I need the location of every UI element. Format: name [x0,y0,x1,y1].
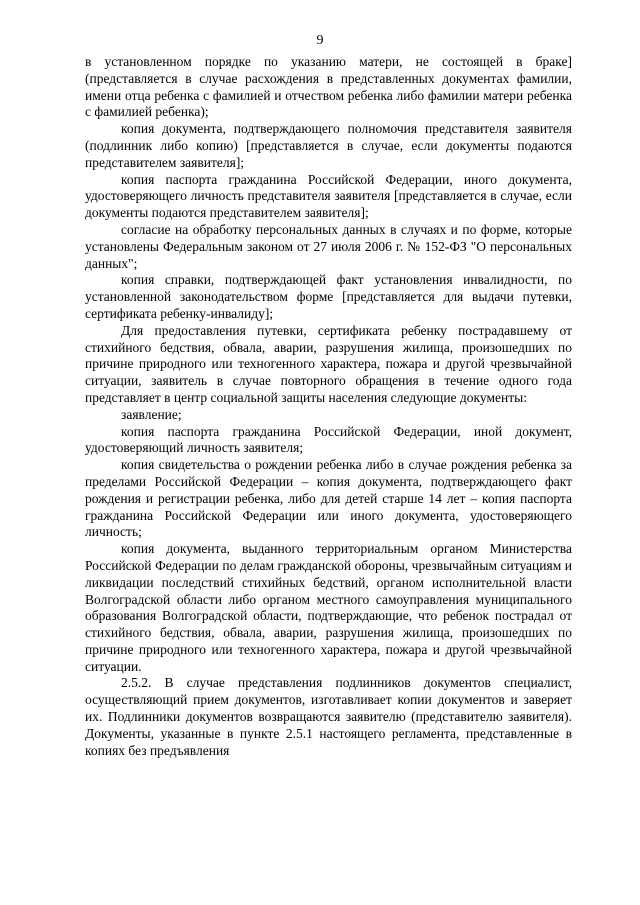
paragraph-9: копия свидетельства о рождении ребенка либо в случае рождения ребенка за пределами Российской Федерации – копия документа, подтверждающего факт рождения и регистрации ребенка, либо для детей старше 14 лет – копия паспорта гражданина Российской Федерации или иного документа, удостоверяющего личность; [85,457,572,540]
paragraph-5: копия справки, подтверждающей факт установления инвалидности, по установленной законодательством форме [представляется для выдачи путевки, сертификата ребенку-инвалиду]; [85,272,572,321]
paragraph-1: в установленном порядке по указанию матери, не состоящей в браке] (представляется в случае расхождения в представленных документах фамилии, имени отца ребенка с фамилией и отчеством ребенка либо фамилии матери ребенка с фамилией ребенка); [85,54,572,120]
paragraph-8: копия паспорта гражданина Российской Федерации, иной документ, удостоверяющий личность заявителя; [85,423,572,456]
paragraph-2: копия документа, подтверждающего полномочия представителя заявителя (подлинник либо копию) [представляется в случае, если документы подаются представителем заявителя]; [85,121,572,170]
paragraph-10: копия документа, выданного территориальным органом Министерства Российской Федерации по делам гражданской обороны, чрезвычайным ситуациям и ликвидации последствий стихийных бедствий, органом исполнительной власти Волгоградской области либо органом местного самоуправления муниципального образования Волгоградской области, подтверждающие, что ребенок пострадал от стихийного бедствия, обвала, аварии, разрушения жилища, произошедших по причине природного или техногенного характера, пожара и другой чрезвычайной ситуации. [85,541,572,674]
paragraph-6: Для предоставления путевки, сертификата ребенку пострадавшему от стихийного бедствия, обвала, аварии, разрушения жилища, произошедших по причине природного или техногенного характера, пожара и другой чрезвычайной ситуации, заявитель в случае повторного обращения в течение одного года представляет в центр социальной защиты населения следующие документы: [85,322,572,405]
paragraph-3: копия паспорта гражданина Российской Федерации, иного документа, удостоверяющего личность представителя заявителя [представляется в случае, если документы подаются представителем заявителя]; [85,171,572,221]
document-body [85,54,572,759]
paragraph-11: 2.5.2. В случае представления подлинников документов специалист, осуществляющий прием документов, изготавливает копии документов и заверяет их. Подлинники документов возвращаются заявителю (представителю заявителя). Документы, указанные в пункте 2.5.1 настоящего регламента, представленные в копиях без предъявления [85,675,572,758]
paragraph-4: согласие на обработку персональных данных в случаях и по форме, которые установлены Федеральным законом от 27 июля 2006 г. № 152-ФЗ "О персональных данных"; [85,221,572,271]
paragraph-7: заявление; [121,406,182,422]
page-number: 9 [316,33,324,48]
